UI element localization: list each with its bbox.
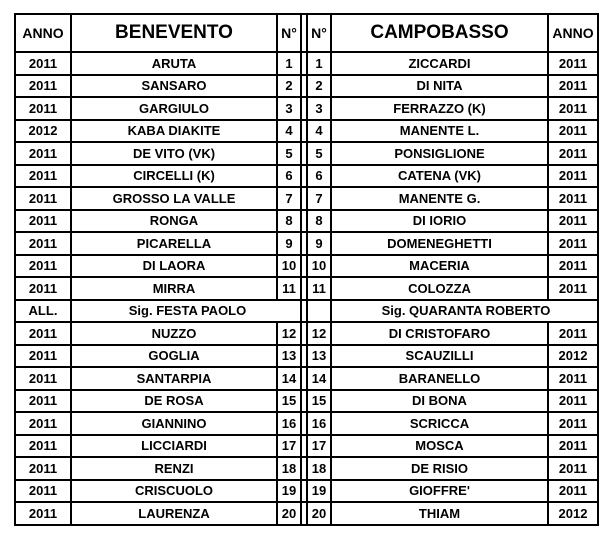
player-row	[15, 277, 598, 300]
player-number-right: 16	[307, 412, 331, 435]
player-row	[15, 457, 598, 480]
player-year-right: 2011	[548, 210, 598, 233]
player-year-left: 2011	[15, 412, 71, 435]
player-name-right: THIAM	[331, 502, 548, 525]
player-year-right: 2011	[548, 165, 598, 188]
player-year-right: 2011	[548, 120, 598, 143]
player-name-right: MANENTE G.	[331, 187, 548, 210]
reserves-section	[15, 322, 598, 525]
player-year-left: 2011	[15, 165, 71, 188]
player-name-right: MOSCA	[331, 435, 548, 458]
player-name-right: SCAUZILLI	[331, 345, 548, 368]
coach-right: Sig. QUARANTA ROBERTO	[331, 300, 598, 323]
staff-row	[15, 300, 598, 323]
player-name-left: RENZI	[71, 457, 277, 480]
player-number-left: 15	[277, 390, 301, 413]
player-number-right: 11	[307, 277, 331, 300]
player-name-right: FERRAZZO (K)	[331, 97, 548, 120]
player-year-left: 2011	[15, 457, 71, 480]
player-row	[15, 435, 598, 458]
player-year-right: 2011	[548, 435, 598, 458]
player-number-left: 3	[277, 97, 301, 120]
player-number-right: 10	[307, 255, 331, 278]
player-number-right: 14	[307, 367, 331, 390]
player-row	[15, 142, 598, 165]
player-number-left: 10	[277, 255, 301, 278]
player-number-right: 19	[307, 480, 331, 503]
player-number-left: 18	[277, 457, 301, 480]
player-name-right: DI IORIO	[331, 210, 548, 233]
player-number-right: 1	[307, 52, 331, 75]
player-year-left: 2011	[15, 480, 71, 503]
player-year-right: 2011	[548, 367, 598, 390]
player-name-right: BARANELLO	[331, 367, 548, 390]
player-year-right: 2011	[548, 412, 598, 435]
player-name-right: ZICCARDI	[331, 52, 548, 75]
player-year-left: 2011	[15, 255, 71, 278]
header-num-left: N°	[277, 14, 301, 52]
player-number-right: 17	[307, 435, 331, 458]
player-row	[15, 52, 598, 75]
player-name-left: MIRRA	[71, 277, 277, 300]
player-year-left: 2011	[15, 345, 71, 368]
player-year-right: 2011	[548, 52, 598, 75]
header-num-right: N°	[307, 14, 331, 52]
player-row	[15, 390, 598, 413]
player-year-left: 2011	[15, 210, 71, 233]
player-name-right: MACERIA	[331, 255, 548, 278]
player-number-left: 12	[277, 322, 301, 345]
header-row	[15, 14, 598, 52]
player-row	[15, 412, 598, 435]
player-year-right: 2011	[548, 255, 598, 278]
player-name-right: PONSIGLIONE	[331, 142, 548, 165]
player-number-left: 8	[277, 210, 301, 233]
player-number-right: 3	[307, 97, 331, 120]
player-year-right: 2011	[548, 390, 598, 413]
player-name-right: COLOZZA	[331, 277, 548, 300]
player-name-right: DI CRISTOFARO	[331, 322, 548, 345]
player-number-left: 17	[277, 435, 301, 458]
player-number-right: 7	[307, 187, 331, 210]
player-year-left: 2011	[15, 97, 71, 120]
player-row	[15, 75, 598, 98]
player-row	[15, 345, 598, 368]
player-number-right: 8	[307, 210, 331, 233]
player-row	[15, 322, 598, 345]
player-name-left: GIANNINO	[71, 412, 277, 435]
player-name-right: GIOFFRE'	[331, 480, 548, 503]
player-number-right: 9	[307, 232, 331, 255]
player-name-right: DI BONA	[331, 390, 548, 413]
player-row	[15, 255, 598, 278]
player-name-left: CRISCUOLO	[71, 480, 277, 503]
player-year-left: 2011	[15, 277, 71, 300]
player-name-left: CIRCELLI (K)	[71, 165, 277, 188]
player-year-right: 2011	[548, 75, 598, 98]
player-name-left: GOGLIA	[71, 345, 277, 368]
player-name-right: CATENA (VK)	[331, 165, 548, 188]
player-year-right: 2011	[548, 232, 598, 255]
player-number-left: 7	[277, 187, 301, 210]
player-number-left: 19	[277, 480, 301, 503]
player-year-right: 2011	[548, 187, 598, 210]
player-row	[15, 187, 598, 210]
lineup-table	[14, 13, 599, 526]
player-year-right: 2011	[548, 457, 598, 480]
player-number-right: 13	[307, 345, 331, 368]
player-name-left: DE ROSA	[71, 390, 277, 413]
player-name-left: ARUTA	[71, 52, 277, 75]
player-number-right: 18	[307, 457, 331, 480]
player-year-left: 2011	[15, 367, 71, 390]
player-row	[15, 210, 598, 233]
header-anno-right: ANNO	[548, 14, 598, 52]
player-number-right: 20	[307, 502, 331, 525]
player-row	[15, 232, 598, 255]
player-row	[15, 480, 598, 503]
player-year-left: 2011	[15, 322, 71, 345]
player-year-right: 2011	[548, 277, 598, 300]
player-number-left: 13	[277, 345, 301, 368]
player-number-right: 2	[307, 75, 331, 98]
player-number-left: 16	[277, 412, 301, 435]
player-year-left: 2011	[15, 187, 71, 210]
player-year-left: 2011	[15, 142, 71, 165]
player-number-right: 6	[307, 165, 331, 188]
header-team-left: BENEVENTO	[71, 14, 277, 52]
player-name-left: RONGA	[71, 210, 277, 233]
player-number-left: 9	[277, 232, 301, 255]
player-name-left: KABA DIAKITE	[71, 120, 277, 143]
player-name-left: GROSSO LA VALLE	[71, 187, 277, 210]
coach-left: Sig. FESTA PAOLO	[71, 300, 301, 323]
staff-label: ALL.	[15, 300, 71, 323]
player-row	[15, 97, 598, 120]
player-name-left: PICARELLA	[71, 232, 277, 255]
player-name-left: LAURENZA	[71, 502, 277, 525]
player-number-right: 5	[307, 142, 331, 165]
player-number-left: 14	[277, 367, 301, 390]
player-name-right: MANENTE L.	[331, 120, 548, 143]
player-row	[15, 120, 598, 143]
player-number-right: 4	[307, 120, 331, 143]
player-name-left: GARGIULO	[71, 97, 277, 120]
player-number-left: 2	[277, 75, 301, 98]
player-row	[15, 367, 598, 390]
player-year-right: 2011	[548, 322, 598, 345]
player-number-left: 4	[277, 120, 301, 143]
player-year-right: 2011	[548, 480, 598, 503]
header-team-right: CAMPOBASSO	[331, 14, 548, 52]
player-name-left: DI LAORA	[71, 255, 277, 278]
roster-sheet	[14, 13, 599, 526]
player-name-right: DOMENEGHETTI	[331, 232, 548, 255]
player-year-right: 2012	[548, 502, 598, 525]
player-year-left: 2011	[15, 435, 71, 458]
player-row	[15, 165, 598, 188]
player-name-left: SANSARO	[71, 75, 277, 98]
player-number-right: 15	[307, 390, 331, 413]
player-year-right: 2012	[548, 345, 598, 368]
player-name-right: DE RISIO	[331, 457, 548, 480]
player-year-left: 2012	[15, 120, 71, 143]
starters-section	[15, 52, 598, 300]
player-number-left: 6	[277, 165, 301, 188]
player-number-left: 5	[277, 142, 301, 165]
player-number-left: 20	[277, 502, 301, 525]
player-name-left: NUZZO	[71, 322, 277, 345]
player-name-left: SANTARPIA	[71, 367, 277, 390]
player-year-left: 2011	[15, 232, 71, 255]
player-name-right: DI NITA	[331, 75, 548, 98]
player-year-right: 2011	[548, 142, 598, 165]
player-number-left: 11	[277, 277, 301, 300]
player-year-left: 2011	[15, 75, 71, 98]
header-anno-left: ANNO	[15, 14, 71, 52]
player-year-left: 2011	[15, 502, 71, 525]
player-year-right: 2011	[548, 97, 598, 120]
player-year-left: 2011	[15, 390, 71, 413]
player-row	[15, 502, 598, 525]
player-name-left: DE VITO (VK)	[71, 142, 277, 165]
player-number-left: 1	[277, 52, 301, 75]
player-year-left: 2011	[15, 52, 71, 75]
staff-num-empty	[307, 300, 331, 323]
staff-section	[15, 300, 598, 323]
player-number-right: 12	[307, 322, 331, 345]
player-name-left: LICCIARDI	[71, 435, 277, 458]
player-name-right: SCRICCA	[331, 412, 548, 435]
